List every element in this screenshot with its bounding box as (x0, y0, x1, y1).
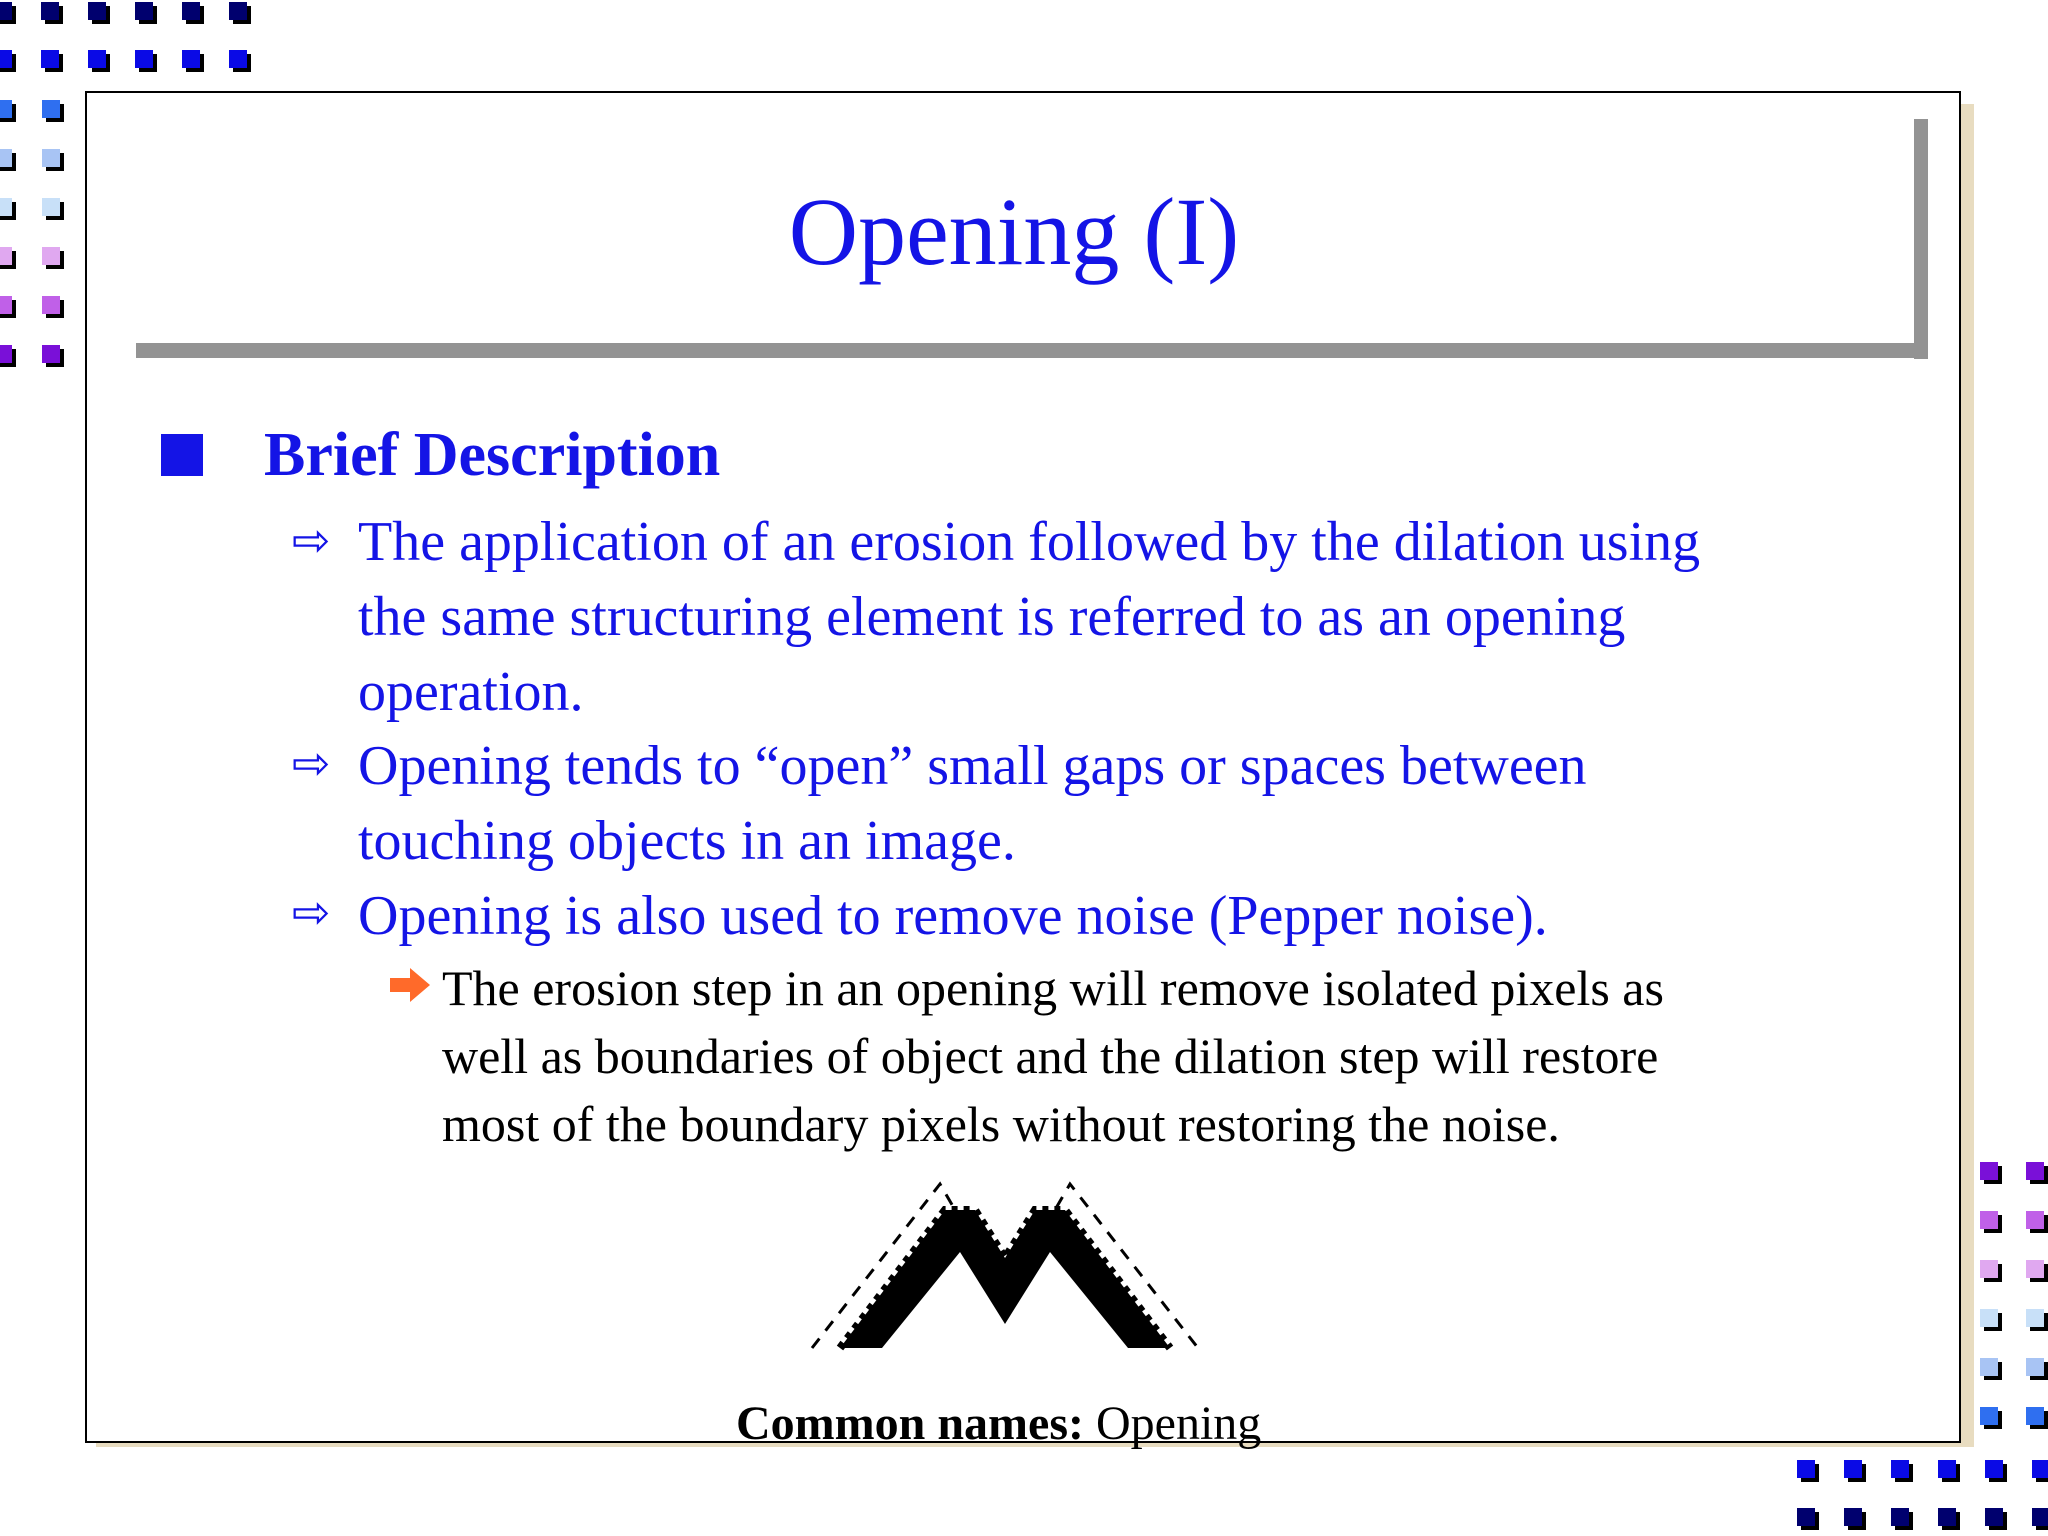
decor-square (2026, 1309, 2048, 1331)
decor-square (1938, 1508, 1960, 1530)
decor-square (1980, 1309, 2002, 1331)
section-heading: Brief Description (264, 421, 721, 489)
decor-square (1797, 1508, 1819, 1530)
decor-square (1938, 1460, 1960, 1482)
decor-square (1985, 1508, 2007, 1530)
title-underline-shadow (136, 343, 1928, 358)
decor-square (0, 100, 16, 122)
point-1-line-3: operation. (358, 661, 584, 723)
subpoint-line-3: most of the boundary pixels without restoring the noise. (442, 1096, 1560, 1152)
decor-square (0, 247, 16, 269)
hollow-arrow-icon: ⇨ (292, 885, 331, 939)
point-2-line-2: touching objects in an image. (358, 810, 1016, 872)
decor-square (1980, 1260, 2002, 1282)
decor-square (2026, 1211, 2048, 1233)
decor-square (229, 50, 251, 72)
decor-square (1844, 1460, 1866, 1482)
decor-square (1980, 1358, 2002, 1380)
decor-square (42, 247, 64, 269)
decor-square (41, 2, 63, 24)
decor-square (1797, 1460, 1819, 1482)
decor-square (42, 198, 64, 220)
decor-square (2032, 1508, 2048, 1530)
decor-square (135, 2, 157, 24)
subpoint-text (442, 954, 1922, 1158)
decor-square (0, 296, 16, 318)
point-3-line-1: Opening is also used to remove noise (Pepper noise). (358, 885, 1548, 947)
decor-square (1891, 1460, 1913, 1482)
title-shadow-right (1914, 119, 1928, 359)
decor-square (42, 296, 64, 318)
decor-square (0, 345, 16, 367)
decor-square (1980, 1211, 2002, 1233)
decor-square (2032, 1460, 2048, 1482)
decor-square (182, 50, 204, 72)
opening-illustration (800, 1176, 1210, 1356)
decor-square (1980, 1162, 2002, 1184)
decor-square (1985, 1460, 2007, 1482)
subpoint-line-1: The erosion step in an opening will remove isolated pixels as (442, 960, 1664, 1016)
slide-title: Opening (I) (788, 178, 1240, 285)
decor-square (229, 2, 251, 24)
decor-square (0, 2, 16, 24)
decor-square (182, 2, 204, 24)
point-1-line-1: The application of an erosion followed by the dilation using (358, 511, 1701, 573)
common-names-caption (736, 1394, 1261, 1454)
decor-square (2026, 1407, 2048, 1429)
decor-square (2026, 1260, 2048, 1282)
decor-square (42, 100, 64, 122)
decor-square (42, 345, 64, 367)
decor-square (88, 50, 110, 72)
decor-square (135, 50, 157, 72)
subpoint-line-2: well as boundaries of object and the dilation step will restore (442, 1028, 1659, 1084)
decor-square (1844, 1508, 1866, 1530)
hollow-arrow-icon: ⇨ (292, 736, 331, 790)
orange-arrow-icon (390, 968, 430, 1002)
decor-square (41, 50, 63, 72)
decor-square (2026, 1162, 2048, 1184)
decor-square (0, 198, 16, 220)
decor-square (0, 149, 16, 171)
decor-square (42, 149, 64, 171)
point-2-line-1: Opening tends to “open” small gaps or spaces between (358, 735, 1587, 797)
decor-square (1980, 1407, 2002, 1429)
point-1-line-2: the same structuring element is referred to as an opening (358, 586, 1626, 648)
caption-label: Common names: (736, 1397, 1084, 1450)
decor-square (88, 2, 110, 24)
decor-square (0, 50, 16, 72)
decor-square (2026, 1358, 2048, 1380)
hollow-arrow-icon: ⇨ (292, 513, 331, 567)
square-bullet-icon (161, 434, 203, 476)
caption-value: Opening (1083, 1397, 1262, 1450)
decor-square (1891, 1508, 1913, 1530)
